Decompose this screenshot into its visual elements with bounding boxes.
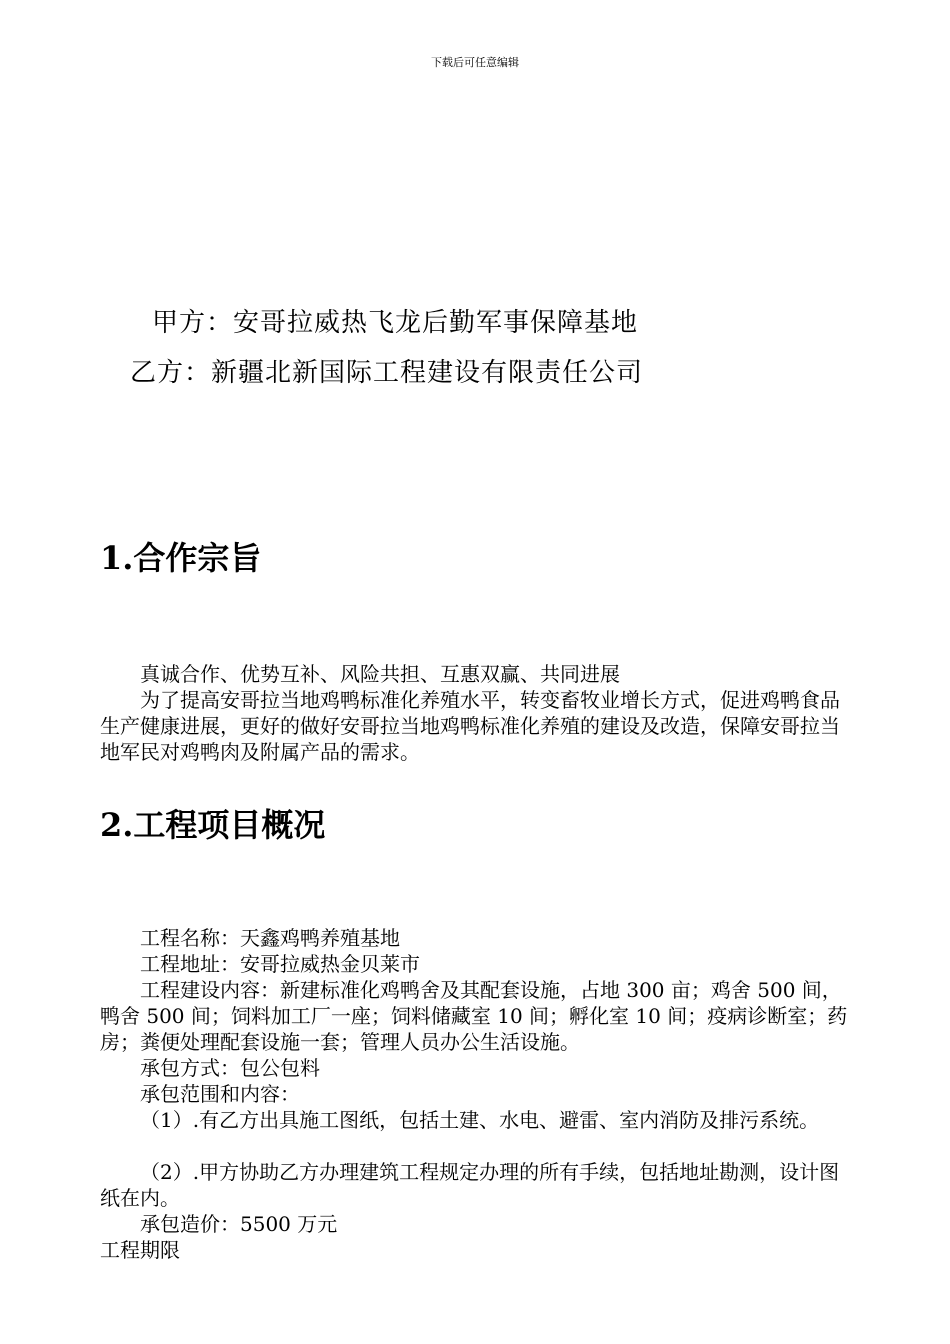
duration-label: 工程期限 — [100, 1238, 180, 1262]
scope-item-2: （2）.甲方协助乙方办理建筑工程规定办理的所有手续，包括地址勘测，设计图纸在内。 — [100, 1160, 840, 1210]
party-a: 甲方：安哥拉威热飞龙后勤军事保障基地 — [152, 308, 639, 338]
section-heading-cooperation-purpose: 1.合作宗旨 — [100, 539, 262, 577]
contract-mode: 承包方式：包公包料 — [140, 1056, 320, 1080]
contract-scope-label: 承包范围和内容： — [140, 1082, 300, 1106]
purpose-paragraph: 为了提高安哥拉当地鸡鸭标准化养殖水平，转变畜牧业增长方式，促进鸡鸭食品生产健康进展，更好的做好安哥拉当地鸡鸭标准化养殖的建设及改造，保障安哥拉当地军民对鸡鸭肉及附属产品的需求。 — [100, 688, 840, 764]
section-heading-project-overview: 2.工程项目概况 — [100, 806, 326, 844]
project-name: 工程名称：天鑫鸡鸭养殖基地 — [140, 926, 400, 950]
construction-content-paragraph: 工程建设内容：新建标准化鸡鸭舍及其配套设施，占地 300 亩；鸡舍 500 间，鸭舍 500 间；饲料加工厂一座；饲料储藏室 10 间；孵化室 10 间；疫病诊断室；药房；粪便处理配套设施一套；管理人员办公生活设施。 — [100, 978, 848, 1054]
project-address: 工程地址：安哥拉威热金贝莱市 — [140, 952, 420, 976]
contract-price: 承包造价：5500 万元 — [140, 1212, 338, 1236]
party-b: 乙方：新疆北新国际工程建设有限责任公司 — [130, 358, 644, 388]
motto-paragraph: 真诚合作、优势互补、风险共担、互惠双赢、共同进展 — [140, 662, 620, 686]
scope-item-1: （1）.有乙方出具施工图纸，包括土建、水电、避雷、室内消防及排污系统。 — [140, 1108, 820, 1132]
page-header-note: 下载后可任意编辑 — [431, 56, 519, 69]
